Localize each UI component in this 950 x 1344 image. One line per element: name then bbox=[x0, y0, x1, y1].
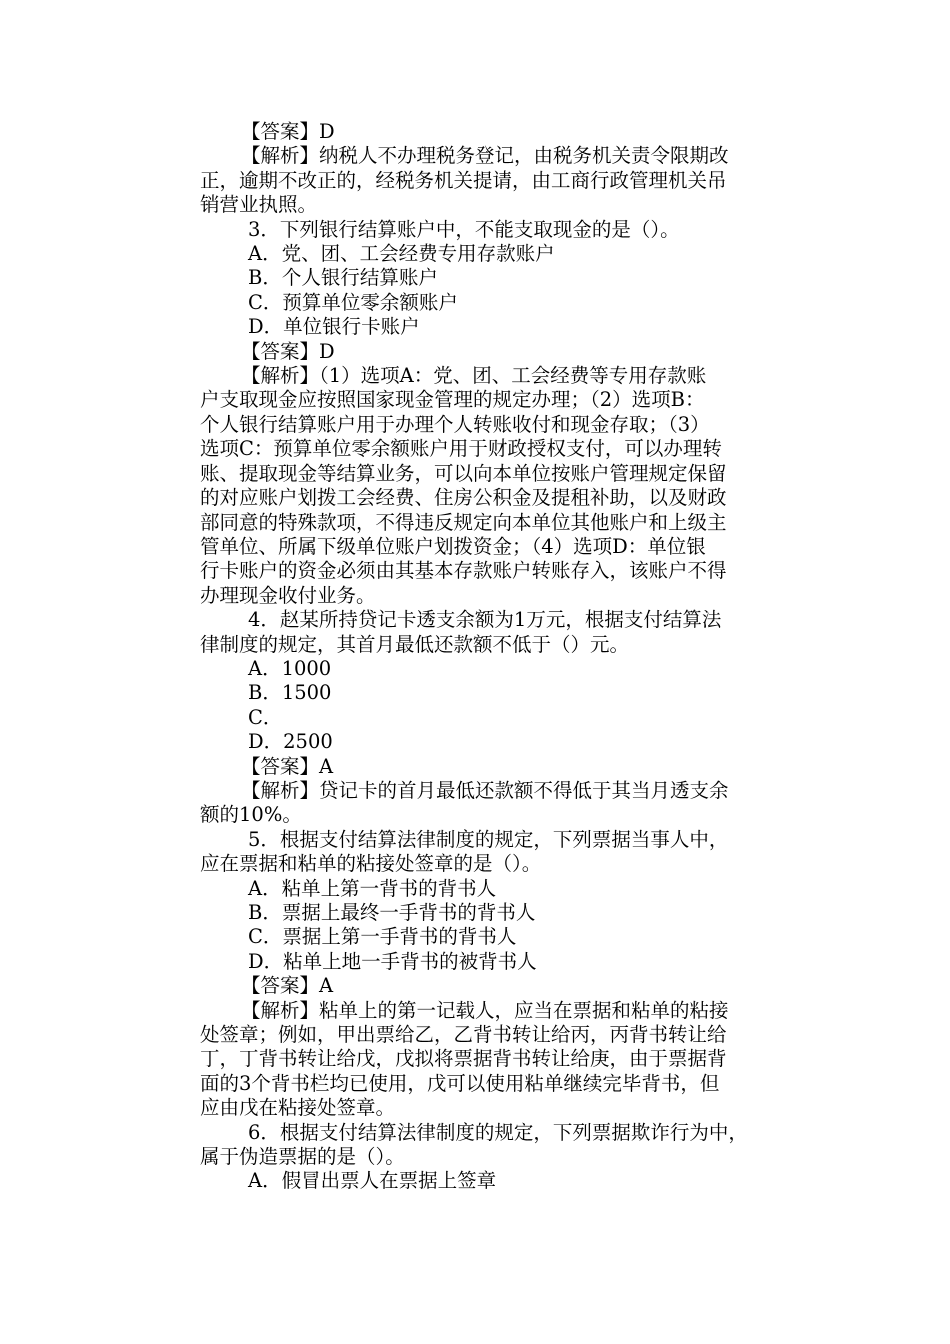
text-line: 律制度的规定，其首月最低还款额不低于（）元。 bbox=[200, 632, 630, 656]
text-line: D．粘单上地一手背书的被背书人 bbox=[248, 949, 537, 973]
text-line: 【解析】粘单上的第一记载人，应当在票据和粘单的粘接 bbox=[241, 998, 729, 1022]
text-line: A．党、团、工会经费专用存款账户 bbox=[248, 242, 555, 266]
text-line: 【答案】D bbox=[241, 120, 335, 143]
text-line: B．票据上最终一手背书的背书人 bbox=[248, 901, 536, 924]
text-line: 应由戊在粘接处签章。 bbox=[200, 1096, 396, 1120]
text-line: 户支取现金应按照国家现金管理的规定办理；（2）选项B： bbox=[200, 388, 705, 412]
text-line: 【答案】D bbox=[241, 339, 335, 363]
text-line: 丁，丁背书转让给戊，戊拟将票据背书转让给庚，由于票据背 bbox=[200, 1047, 727, 1071]
text-line: 销营业执照。 bbox=[200, 193, 318, 217]
text-line: C．票据上第一手背书的背书人 bbox=[248, 925, 517, 949]
text-line: 额的10%。 bbox=[200, 803, 302, 827]
text-line: 属于伪造票据的是（）。 bbox=[200, 1145, 405, 1169]
text-line: 账、提取现金等结算业务，可以向本单位按账户管理规定保留 bbox=[200, 461, 727, 485]
text-line: 应在票据和粘单的粘接处签章的是（）。 bbox=[200, 852, 542, 876]
text-line: 3．下列银行结算账户中，不能支取现金的是（）。 bbox=[248, 217, 680, 241]
text-line: 5．根据支付结算法律制度的规定，下列票据当事人中， bbox=[248, 827, 729, 851]
text-line: 【解析】纳税人不办理税务登记，由税务机关责令限期改 bbox=[241, 144, 729, 168]
text-line: D．单位银行卡账户 bbox=[248, 315, 420, 339]
text-line: C． bbox=[248, 705, 283, 729]
text-line: A．假冒出票人在票据上签章 bbox=[248, 1169, 497, 1193]
text-line: 【答案】A bbox=[241, 754, 334, 778]
text-line: 6．根据支付结算法律制度的规定，下列票据欺诈行为中， bbox=[248, 1120, 748, 1144]
text-line: B．1500 bbox=[248, 681, 332, 705]
document-body bbox=[200, 120, 820, 1194]
text-line: 个人银行结算账户用于办理个人转账收付和现金存取；（3） bbox=[200, 412, 710, 436]
text-line: 【答案】A bbox=[241, 974, 334, 998]
text-line: 处签章；例如，甲出票给乙，乙背书转让给丙，丙背书转让给 bbox=[200, 1023, 727, 1047]
text-line: 行卡账户的资金必须由其基本存款账户转账存入，该账户不得 bbox=[200, 559, 727, 583]
text-line: A．粘单上第一背书的背书人 bbox=[248, 876, 497, 900]
text-line: B．个人银行结算账户 bbox=[248, 266, 438, 290]
text-line: 4．赵某所持贷记卡透支余额为1万元，根据支付结算法 bbox=[248, 608, 722, 632]
text-line: 部同意的特殊款项，不得违反规定向本单位其他账户和上级主 bbox=[200, 510, 727, 534]
text-line: 正，逾期不改正的，经税务机关提请，由工商行政管理机关吊 bbox=[200, 168, 727, 192]
text-line: A．1000 bbox=[248, 656, 332, 680]
text-line: 【解析】（1）选项A：党、团、工会经费等专用存款账 bbox=[241, 364, 707, 388]
text-line: D．2500 bbox=[248, 730, 333, 754]
text-line: 办理现金收付业务。 bbox=[200, 583, 376, 607]
text-line: 的对应账户划拨工会经费、住房公积金及提租补助，以及财政 bbox=[200, 486, 727, 510]
text-line: 面的3个背书栏均已使用，戊可以使用粘单继续完毕背书，但 bbox=[200, 1071, 720, 1095]
text-line: 【解析】贷记卡的首月最低还款额不得低于其当月透支余 bbox=[241, 778, 729, 802]
text-line: 选项C：预算单位零余额账户用于财政授权支付，可以办理转 bbox=[200, 437, 722, 461]
text-line: 管单位、所属下级单位账户划拨资金；（4）选项D：单位银 bbox=[200, 534, 706, 558]
text-line: C．预算单位零余额账户 bbox=[248, 290, 458, 314]
